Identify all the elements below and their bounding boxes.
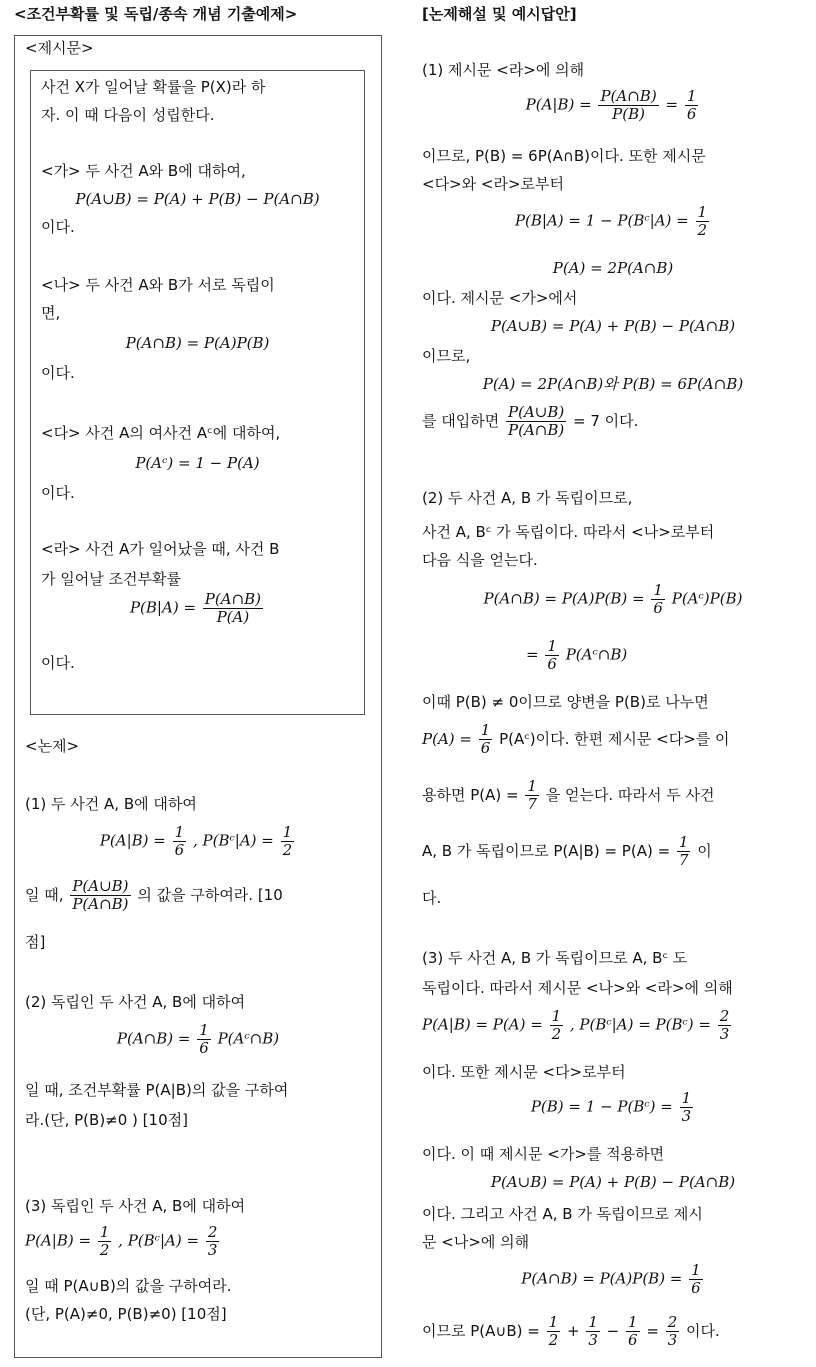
s2-7-frac (677, 834, 691, 869)
s3-7-c-d: 6 (628, 1331, 638, 1349)
q2-line-2: 일 때, 조건부확률 P(A|B)의 값을 구하여 (25, 1081, 289, 1099)
s1-6-post: = 7 이다. (573, 412, 639, 430)
s2-f1-d: 6 (653, 599, 663, 617)
q3-lhs: P(A|B) = (25, 1231, 92, 1250)
q3-d2: 3 (207, 1241, 218, 1259)
s2-6-pre: 용하면 P(A) = (422, 786, 519, 804)
s1-f1-n: 1 (686, 87, 697, 105)
s3-line-6: 문 <나>에 의해 (422, 1233, 530, 1251)
ga-end: 이다. (41, 218, 75, 236)
s3-7-frac-c (626, 1314, 640, 1349)
s1-f1-num: P(A∩B) (600, 87, 657, 105)
s2-5-rhs: P(Aᶜ)이다. 한편 제시문 <다>를 이 (499, 730, 730, 748)
s1-line-1: (1) 제시문 <라>에 의해 (422, 61, 585, 79)
da-line-1: <다> 사건 A의 여사건 Aᶜ에 대하여, (41, 424, 281, 442)
s3-f2-n: 1 (681, 1089, 692, 1107)
s3-7-eq: = (646, 1322, 659, 1340)
s3-7-r-d: 3 (667, 1331, 678, 1349)
problem-outer-box (14, 35, 382, 1358)
q3-d1: 2 (99, 1241, 110, 1259)
s3-7-plus: + (566, 1322, 580, 1340)
s3-7-frac-a (547, 1314, 561, 1349)
s2-formula-2 (526, 638, 627, 673)
s1-f1-lhs: P(A|B) = (525, 95, 592, 114)
s3-7-b-n: 1 (588, 1313, 598, 1331)
s3-f1-lhs: P(A|B) = P(A) = (422, 1015, 543, 1034)
s2-f1-rhs: P(Aᶜ)P(B) (671, 589, 743, 608)
s3-formula-3: P(A∪B) = P(A) + P(B) − P(A∩B) (490, 1173, 736, 1191)
s2-f1-n: 1 (653, 581, 663, 599)
s1-6-frac (506, 404, 566, 439)
ra-formula (31, 591, 364, 626)
s3-formula-1 (422, 1008, 733, 1043)
s2-6-d: 7 (527, 795, 537, 813)
q3-line-2: 일 때 P(A∪B)의 값을 구하여라. (25, 1277, 232, 1295)
s3-formula-2 (422, 1090, 804, 1125)
q1-d1: 6 (174, 841, 185, 859)
ga-line-1: <가> 두 사건 A와 B에 대하여, (41, 162, 246, 180)
s2-line-4: 이때 P(B) ≠ 0이므로 양변을 P(B)로 나누면 (422, 693, 709, 711)
s2-7-pre: A, B 가 독립이므로 P(A|B) = P(A) = (422, 842, 671, 860)
ra-line-1: <라> 사건 A가 일어났을 때, 사건 B (41, 540, 280, 558)
s3-line-3: 이다. 또한 제시문 <다>로부터 (422, 1063, 626, 1081)
da-end: 이다. (41, 484, 75, 502)
s1-line-2: 이므로, P(B) = 6P(A∩B)이다. 또한 제시문 (422, 147, 706, 165)
s2-7-post: 이 (697, 842, 712, 860)
intro-line-2: 자. 이 때 다음이 성립한다. (41, 106, 215, 124)
q1-line-2 (25, 878, 283, 913)
s2-6-post: 을 얻는다. 따라서 두 사건 (545, 786, 715, 804)
solution-column (422, 0, 804, 1349)
s2-f2-frac (545, 638, 559, 673)
s3-f1-frac2 (718, 1008, 732, 1043)
q3-mid: , P(Bᶜ|A) = (118, 1231, 200, 1250)
s3-7-a-d: 2 (548, 1331, 559, 1349)
s3-line-1: (3) 두 사건 A, B 가 독립이므로 A, Bᶜ 도 (422, 949, 688, 967)
s1-formula-5: P(A) = 2P(A∩B)와 P(B) = 6P(A∩B) (482, 375, 744, 393)
s3-line-2: 독립이다. 따라서 제시문 <나>와 <라>에 의해 (422, 979, 733, 997)
s2-5-n: 1 (480, 721, 491, 739)
s3-7-frac-b (586, 1314, 600, 1349)
q3-n1: 1 (99, 1223, 110, 1241)
s3-f1-frac (550, 1008, 564, 1043)
q1-line-1: (1) 두 사건 A, B에 대하여 (25, 795, 197, 813)
s1-formula-1 (422, 88, 804, 123)
s3-f4-n: 1 (691, 1261, 701, 1279)
q1-den: P(A∩B) (72, 895, 129, 913)
s1-f1-d: 6 (686, 105, 697, 123)
s3-f1-n2: 2 (719, 1007, 730, 1025)
q2-frac (197, 1022, 211, 1057)
s2-f1-lhs: P(A∩B) = P(A)P(B) = (483, 589, 645, 608)
s3-formula-4 (422, 1262, 804, 1297)
q2-formula (15, 1022, 381, 1057)
s2-formula-1 (422, 582, 804, 617)
s1-6-num: P(A∪B) (508, 403, 565, 421)
s3-7-frac-r (666, 1314, 680, 1349)
q3-n2: 2 (207, 1223, 218, 1241)
s3-f1-d: 2 (551, 1025, 562, 1043)
s1-f1-frac (598, 88, 658, 123)
s2-5-d: 6 (480, 739, 491, 757)
s1-line-5: 이므로, (422, 347, 471, 365)
nonje-label: <논제> (25, 737, 80, 755)
s3-7-r-n: 2 (667, 1313, 678, 1331)
s2-6-frac (525, 778, 539, 813)
s1-formula-2 (422, 204, 804, 239)
q1-frac-2 (281, 824, 295, 859)
q2-line-1: (2) 독립인 두 사건 A, B에 대하여 (25, 993, 246, 1011)
s1-formula-4: P(A∪B) = P(A) + P(B) − P(A∩B) (490, 317, 736, 335)
s2-5-lhs: P(A) = (422, 730, 472, 748)
q1-n2: 1 (282, 823, 293, 841)
q2-rhs: P(Aᶜ∩B) (217, 1029, 280, 1048)
jesimun-label: <제시문> (25, 39, 94, 57)
s3-7-minus: − (606, 1322, 620, 1340)
s3-line-5: 이다. 그리고 사건 A, B 가 독립이므로 제시 (422, 1205, 703, 1223)
q1-line-3: 점] (25, 933, 46, 951)
q3-formula (25, 1224, 221, 1259)
jesimun-box (30, 70, 365, 715)
na-formula: P(A∩B) = P(A)P(B) (125, 334, 270, 352)
q3-line-1: (3) 독립인 두 사건 A, B에 대하여 (25, 1197, 246, 1215)
s3-7-a-n: 1 (548, 1313, 559, 1331)
s2-line-6 (422, 778, 714, 813)
s2-f2-n: 1 (547, 637, 557, 655)
solution-header: [논제해설 및 예시답안] (422, 5, 577, 23)
s2-f1-frac (651, 582, 665, 617)
s3-f1-mid: , P(Bᶜ|A) = P(Bᶜ) = (569, 1015, 711, 1034)
na-line-1: <나> 두 사건 A와 B가 서로 독립이 (41, 276, 275, 294)
s3-f4-lhs: P(A∩B) = P(A)P(B) = (521, 1269, 683, 1288)
problem-header: <조건부확률 및 독립/종속 개념 기출예제> (14, 5, 298, 23)
q1-n1: 1 (174, 823, 185, 841)
s3-line-4: 이다. 이 때 제시문 <가>를 적용하면 (422, 1145, 665, 1163)
s1-f1-frac2 (685, 88, 699, 123)
s2-line-1: (2) 두 사건 A, B 가 독립이므로, (422, 489, 633, 507)
s1-6-pre: 를 대입하면 (422, 412, 500, 430)
q1-f-mid: , P(Bᶜ|A) = (192, 831, 274, 850)
q1-formula (15, 824, 381, 859)
ra-num: P(A∩B) (204, 590, 262, 608)
q1-when: 일 때, (25, 886, 64, 904)
q2-n: 1 (199, 1021, 209, 1039)
s1-f2-d: 2 (697, 221, 708, 239)
s2-5-frac (479, 722, 493, 757)
q2-d: 6 (199, 1039, 209, 1057)
na-line-2: 면, (41, 304, 61, 322)
s2-f2-rhs: P(Aᶜ∩B) (565, 645, 628, 664)
s2-line-3: 다음 식을 얻는다. (422, 551, 538, 569)
s1-6-den: P(A∩B) (508, 421, 565, 439)
s3-f1-d2: 3 (719, 1025, 730, 1043)
s1-f2-n: 1 (697, 203, 708, 221)
ga-formula: P(A∪B) = P(A) + P(B) − P(A∩B) (75, 190, 320, 208)
s1-line-4: 이다. 제시문 <가>에서 (422, 289, 578, 307)
s1-line-6 (422, 404, 638, 439)
s3-f2-frac (680, 1090, 694, 1125)
q2-lhs: P(A∩B) = (116, 1029, 191, 1048)
q1-num: P(A∪B) (72, 877, 129, 895)
q2-line-3: 라.(단, P(B)≠0 ) [10점] (25, 1111, 188, 1129)
intro-line-1: 사건 X가 일어날 확률을 P(X)라 하 (41, 78, 266, 96)
s1-f1-den: P(B) (612, 105, 645, 123)
ra-den: P(A) (216, 608, 250, 626)
s3-7-pre: 이므로 P(A∪B) = (422, 1322, 540, 1340)
na-end: 이다. (41, 364, 75, 382)
s2-line-2: 사건 A, Bᶜ 가 독립이다. 따라서 <나>로부터 (422, 523, 715, 541)
q1-f-lhs: P(A|B) = (99, 831, 166, 850)
s2-7-d: 7 (678, 851, 689, 869)
s3-7-post: 이다. (686, 1322, 720, 1340)
q3-frac-2 (206, 1224, 220, 1259)
s3-7-c-n: 1 (628, 1313, 638, 1331)
s3-f2-lhs: P(B) = 1 − P(Bᶜ) = (530, 1097, 673, 1116)
q1-fraction (70, 878, 130, 913)
s1-f2-frac (696, 204, 710, 239)
s3-line-7 (422, 1314, 720, 1349)
q3-frac-1 (98, 1224, 112, 1259)
s2-line-5 (422, 722, 730, 757)
problem-column (14, 0, 382, 1358)
da-formula: P(Aᶜ) = 1 − P(A) (135, 454, 260, 472)
s2-f2-lhs: = (526, 645, 539, 664)
ra-lhs: P(B|A) = (129, 598, 197, 617)
s2-7-n: 1 (678, 833, 689, 851)
s1-formula-3: P(A) = 2P(A∩B) (552, 259, 674, 277)
s1-f1-eq: = (665, 95, 679, 114)
ra-line-2: 가 일어날 조건부확률 (41, 570, 181, 588)
s2-f2-d: 6 (547, 655, 557, 673)
q1-d2: 2 (282, 841, 293, 859)
s3-f4-frac (689, 1262, 703, 1297)
q1-frac-1 (173, 824, 187, 859)
s2-line-8: 다. (422, 889, 442, 907)
s3-f4-d: 6 (691, 1279, 701, 1297)
ra-fraction (203, 591, 263, 626)
s1-f2-lhs: P(B|A) = 1 − P(Bᶜ|A) = (514, 211, 689, 230)
s3-f2-d: 3 (681, 1107, 692, 1125)
ra-end: 이다. (41, 654, 75, 672)
s3-f1-n: 1 (551, 1007, 562, 1025)
s2-6-n: 1 (527, 777, 537, 795)
q1-tail: 의 값을 구하여라. [10 (137, 886, 283, 904)
s2-line-7 (422, 834, 712, 869)
s1-line-3: <다>와 <라>로부터 (422, 175, 564, 193)
q3-line-3: (단, P(A)≠0, P(B)≠0) [10점] (25, 1305, 227, 1323)
s3-7-b-d: 3 (588, 1331, 598, 1349)
